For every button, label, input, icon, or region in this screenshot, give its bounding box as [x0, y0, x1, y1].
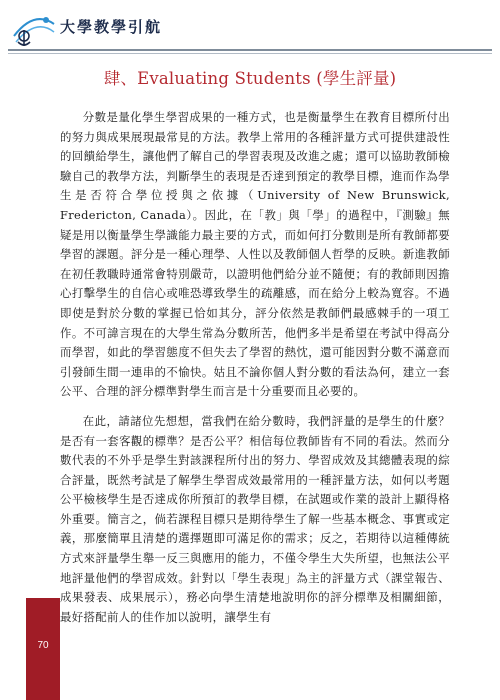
paragraph-1: 分數是量化學生學習成果的一種方式，也是衡量學生在教育目標所付出的努力與成果展現最常見的方法。教學上常用的各種評量方式可提供建設性的回饋給學生，讓他們了解自己的學習表現及改進之處；還可以協助教師檢驗自己的教學方法，判斷學生的表現是否達到預定的教學目標，進而作為學生是否符合學位授與之依據（University of New Brunswick, Fredericton, Canada）。因此，在「教」與「學」的過程中，『測驗』無疑是用以衡量學生學識能力最主要的方式，而如何打分數則是所有教師都要學習的課題。評分是一種心理學、人性以及教師個人哲學的反映。新進教師在初任教職時通常會特別嚴苛，以證明他們給分並不隨便；有的教師則因擔心打擊學生的自信心或唯恐導致學生的疏離感，而在給分上較為寬容。不過即使是對於分數的掌握已恰如其分，評分依然是教師們最感棘手的一項工作。不可諱言現在的大學生常為分數所苦，他們多半是希望在考試中得高分而學習，如此的學習態度不但失去了學習的熱忱，還可能因對分數不滿意而引發師生間一連串的不愉快。姑且不論你個人對分數的看法為何，建立一套公平、合理的評分標準對學生而言是十分重要而且必要的。	[60, 110, 450, 399]
anchor-globe-icon	[10, 6, 58, 50]
page-header	[0, 0, 500, 60]
header-divider-thin	[8, 53, 492, 54]
header-divider	[8, 49, 492, 51]
paragraph-2: 在此，請諸位先想想，當我們在給分數時，我們評量的是學生的什麼？是否有一套客觀的標準？是否公平？相信每位教師皆有不同的看法。然而分數代表的不外乎是學生對該課程所付出的努力、學習成效及其總體表現的綜合評量，既然考試是了解學生學習成效最常用的一種評量方法，如何以考題公平檢核學生是否達成你所預訂的教學目標，在試題或作業的設計上顯得格外重要。簡言之，倘若課程目標只是期待學生了解一些基本概念、事實或定義，那麼簡單且清楚的選擇題即可滿足你的需求；反之，若期待以這種傳統方式來評量學生舉一反三與應用的能力，不僅令學生大失所望，也無法公平地評量他們的學習成效。針對以「學生表現」為主的評量方式（課堂報告、成果發表、成果展示），務必向學生清楚地說明你的評分標準及相關細節，最好搭配前人的佳作加以說明，讓學生有	[60, 413, 450, 624]
page-number: 70	[37, 640, 49, 651]
book-title: 大學教學引航	[60, 18, 163, 36]
section-heading: 肆、Evaluating Students (學生評量)	[103, 69, 397, 88]
body-text	[60, 108, 450, 627]
